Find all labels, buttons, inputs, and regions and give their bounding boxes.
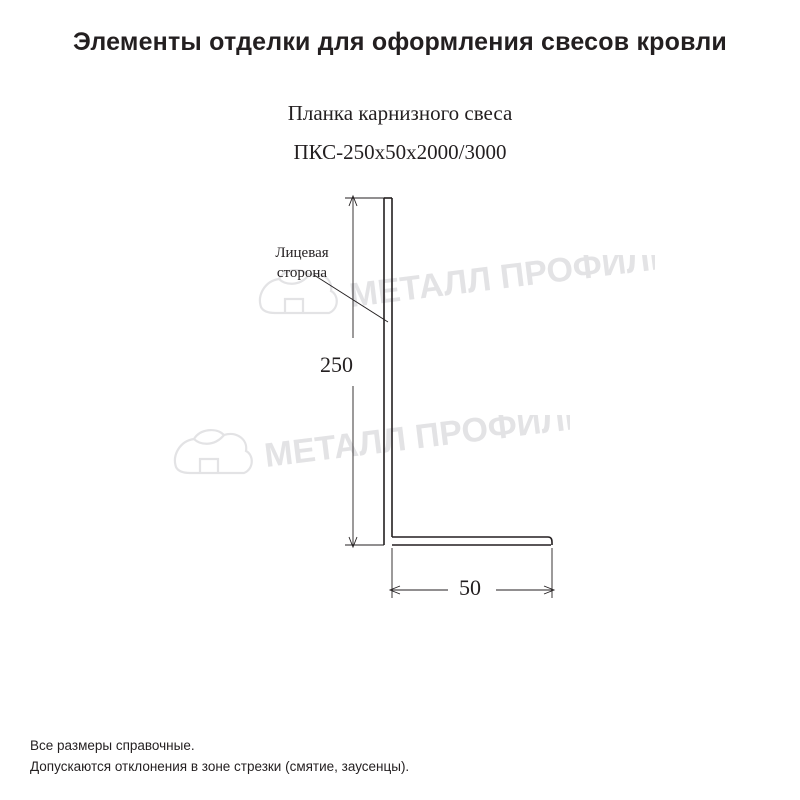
face-side-label-line2: сторона: [276, 265, 328, 282]
footnotes: [30, 736, 409, 778]
svg-text:МЕТАЛЛ ПРОФИЛЬ: МЕТАЛЛ ПРОФИЛЬ: [347, 255, 655, 315]
face-side-label: [247, 243, 357, 284]
product-name: Планка карнизного свеса: [287, 101, 513, 125]
product-code: ПКС-250x50x2000/3000: [293, 140, 507, 164]
footnote-line-1: Все размеры справочные.: [30, 738, 195, 754]
technical-drawing: [0, 170, 800, 640]
svg-text:МЕТАЛЛ ПРОФИЛЬ: МЕТАЛЛ ПРОФИЛЬ: [262, 415, 570, 475]
face-side-label-line1: Лицевая: [275, 245, 329, 261]
footnote-line-2: Допускаются отклонения в зоне стрезки (смятие, заусенцы).: [30, 759, 410, 775]
dimension-width-label: 50: [459, 575, 481, 600]
dimension-height-label: 250: [320, 352, 353, 377]
page-title: Элементы отделки для оформления свесов кровли: [73, 28, 727, 56]
